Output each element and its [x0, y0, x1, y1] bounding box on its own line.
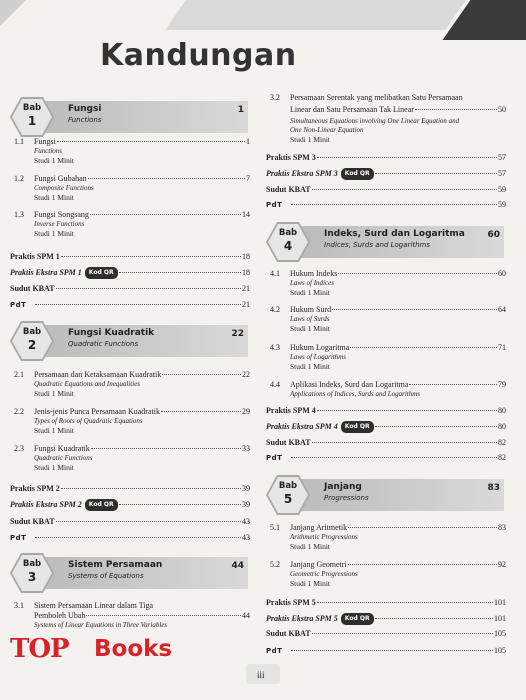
chapter-subtitle: Progressions	[324, 494, 369, 502]
entry-english: Systems of Linear Equations in Three Variables	[34, 621, 168, 629]
entry-page: 71	[498, 343, 506, 352]
entry-english-line2: One Non-Linear Equation	[290, 126, 364, 134]
header-decoration	[0, 0, 526, 40]
entry-number: 1.3	[14, 210, 24, 219]
entry-page: 64	[498, 305, 506, 314]
qr-code-badge[interactable]: Kod QR	[341, 168, 374, 180]
entry-english: Geometric Progressions	[290, 570, 358, 578]
entry-english: Functions	[34, 147, 62, 155]
entry-title-line2: Pemboleh Ubah	[34, 611, 86, 620]
praktis-ekstra-spm-5[interactable]	[266, 614, 506, 626]
entry-number: 3.1	[14, 601, 24, 610]
qr-code-badge[interactable]: Kod QR	[85, 267, 118, 279]
praktis-label: Praktis SPM 2	[10, 484, 60, 493]
entry-studi: Studi 1 Minit	[34, 193, 75, 202]
pdt-page: 59	[498, 200, 506, 209]
praktis-ekstra-page: 101	[494, 614, 506, 623]
entry-number: 2.1	[14, 370, 24, 379]
entry-title: Aplikasi Indeks, Surd dan Logaritma	[290, 380, 409, 389]
chapter-2-header[interactable]	[10, 321, 250, 361]
entry-english: Laws of Surds	[290, 315, 330, 323]
entry-studi: Studi 1 Minit	[290, 288, 331, 297]
entry-english: Composite Functions	[34, 184, 94, 192]
praktis-ekstra-label: Praktis Ekstra SPM 2	[10, 500, 82, 509]
pdt-page: 105	[494, 646, 506, 655]
entry-title: Fungsi Kuadratik	[34, 444, 90, 453]
entry-number: 2.3	[14, 444, 24, 453]
praktis-page: 18	[242, 252, 250, 261]
entry-page: 29	[242, 407, 250, 416]
pdt-page: 43	[242, 533, 250, 542]
entry-english: Quadratic Equations and Inequalities	[34, 380, 140, 388]
entry-number: 1.2	[14, 174, 24, 183]
chapter-page: 1	[237, 105, 244, 115]
praktis-page: 80	[498, 406, 506, 415]
qr-code-badge[interactable]: Kod QR	[341, 613, 374, 625]
pdt-icon: PdT	[266, 647, 283, 655]
chapter-bab-label: Bab	[278, 228, 298, 238]
chapter-1-header[interactable]	[10, 97, 250, 137]
pdt-icon: PdT	[266, 454, 283, 462]
entry-page: 92	[498, 560, 506, 569]
sudut-kbat-4[interactable]	[266, 438, 506, 448]
entry-page: 7	[246, 174, 250, 183]
entry-number: 4.2	[270, 305, 280, 314]
chapter-number: 1	[27, 114, 37, 128]
chapter-bab-label: Bab	[22, 103, 42, 113]
page-number: iii	[257, 670, 265, 680]
praktis-ekstra-label: Praktis Ekstra SPM 1	[10, 268, 82, 277]
entry-title: Hukum Logaritma	[290, 343, 350, 352]
praktis-spm-3[interactable]	[266, 153, 506, 163]
chapter-title: Sistem Persamaan	[68, 560, 163, 570]
chapter-number: 2	[27, 338, 37, 352]
praktis-ekstra-label: Praktis Ekstra SPM 5	[266, 614, 338, 623]
chapter-title: Fungsi	[68, 104, 102, 114]
kbat-label: Sudut KBAT	[266, 629, 311, 638]
praktis-ekstra-label: Praktis Ekstra SPM 4	[266, 422, 338, 431]
entry-number: 4.4	[270, 380, 280, 389]
chapter-4-header[interactable]	[266, 222, 506, 262]
pdt-icon: PdT	[10, 301, 27, 309]
kbat-page: 43	[242, 517, 250, 526]
praktis-ekstra-spm-2[interactable]	[10, 500, 250, 512]
chapter-bab-label: Bab	[278, 481, 298, 491]
entry-studi: Studi 1 Minit	[290, 542, 331, 551]
praktis-spm-1[interactable]	[10, 252, 250, 262]
entry-page: 50	[498, 105, 506, 114]
chapter-page: 44	[231, 561, 244, 571]
praktis-ekstra-page: 39	[242, 500, 250, 509]
corner-triangle	[0, 0, 26, 26]
entry-studi: Studi 1 Minit	[34, 463, 75, 472]
entry-page: 79	[498, 380, 506, 389]
entry-page: 1	[246, 137, 250, 146]
entry-page: 22	[242, 370, 250, 379]
pdt-3[interactable]	[266, 200, 506, 210]
chapter-subtitle: Indices, Surds and Logarithms	[324, 241, 430, 249]
praktis-ekstra-spm-4[interactable]	[266, 422, 506, 434]
chapter-bab-label: Bab	[22, 327, 42, 337]
sudut-kbat-3[interactable]	[266, 185, 506, 195]
entry-title: Jenis-jenis Punca Persamaan Kuadratik	[34, 407, 160, 416]
entry-studi: Studi 1 Minit	[290, 135, 331, 144]
entry-page: 83	[498, 523, 506, 532]
chapter-title: Fungsi Kuadratik	[68, 328, 155, 338]
praktis-ekstra-page: 57	[498, 169, 506, 178]
praktis-spm-4[interactable]	[266, 406, 506, 416]
entry-number: 4.3	[270, 343, 280, 352]
entry-page: 60	[498, 269, 506, 278]
entry-number: 4.1	[270, 269, 280, 278]
pdt-icon: PdT	[266, 201, 283, 209]
qr-code-badge[interactable]: Kod QR	[341, 421, 374, 433]
kbat-label: Sudut KBAT	[266, 185, 311, 194]
praktis-label: Praktis SPM 5	[266, 598, 316, 607]
sudut-kbat-5[interactable]	[266, 629, 506, 639]
chapter-3-header[interactable]	[10, 553, 250, 593]
praktis-page: 39	[242, 484, 250, 493]
entry-english: Inverse Functions	[34, 220, 85, 228]
entry-studi: Studi 1 Minit	[290, 324, 331, 333]
entry-number: 1.1	[14, 137, 24, 146]
praktis-page: 101	[494, 598, 506, 607]
chapter-title: Indeks, Surd dan Logaritma	[324, 229, 465, 239]
entry-title: Janjang Geometri	[290, 560, 347, 569]
praktis-label: Praktis SPM 4	[266, 406, 316, 415]
pdt-5[interactable]	[266, 646, 506, 656]
praktis-ekstra-page: 18	[242, 268, 250, 277]
praktis-label: Praktis SPM 1	[10, 252, 60, 261]
pdt-page: 21	[242, 300, 250, 309]
entry-english: Laws of Indices	[290, 279, 334, 287]
chapter-5-header[interactable]	[266, 475, 506, 515]
entry-studi: Studi 1 Minit	[34, 389, 75, 398]
entry-page: 33	[242, 444, 250, 453]
entry-number: 3.2	[270, 93, 280, 102]
kbat-label: Sudut KBAT	[10, 284, 55, 293]
topbooks-watermark-logo	[10, 634, 190, 668]
entry-studi: Studi 1 Minit	[290, 579, 331, 588]
pdt-page: 82	[498, 453, 506, 462]
chapter-subtitle: Functions	[68, 116, 102, 124]
praktis-ekstra-spm-1[interactable]	[10, 268, 250, 280]
chapter-number: 4	[283, 239, 293, 253]
header-stripe-light	[165, 0, 487, 30]
sudut-kbat-1[interactable]	[10, 284, 250, 294]
chapter-page: 83	[487, 483, 500, 493]
praktis-spm-5[interactable]	[266, 598, 506, 608]
entry-studi: Studi 1 Minit	[34, 156, 75, 165]
praktis-label: Praktis SPM 3	[266, 153, 316, 162]
entry-title: Fungsi	[34, 137, 56, 146]
entry-title: Fungsi Gubahan	[34, 174, 87, 183]
sudut-kbat-2[interactable]	[10, 517, 250, 527]
entry-english: Types of Roots of Quadratic Equations	[34, 417, 143, 425]
qr-code-badge[interactable]: Kod QR	[85, 499, 118, 511]
entry-number: 5.1	[270, 523, 280, 532]
entry-title: Sistem Persamaan Linear dalam Tiga	[34, 601, 154, 610]
kbat-page: 105	[494, 629, 506, 638]
entry-page: 14	[242, 210, 250, 219]
kbat-page: 59	[498, 185, 506, 194]
entry-title: Janjang Aritmetik	[290, 523, 348, 532]
logo-books-text: Books	[94, 636, 173, 662]
entry-studi: Studi 1 Minit	[34, 229, 75, 238]
entry-english: Quadratic Functions	[34, 454, 93, 462]
entry-english: Applications of Indices, Surds and Logarithms	[290, 390, 421, 398]
chapter-bab-label: Bab	[22, 559, 42, 569]
entry-english: Laws of Logarithms	[290, 353, 347, 361]
pdt-icon: PdT	[10, 534, 27, 542]
entry-title-line2: Linear dan Satu Persamaan Tak Linear	[290, 105, 414, 114]
entry-english: Arithmetic Progressions	[290, 533, 358, 541]
chapter-subtitle: Quadratic Functions	[68, 340, 139, 348]
pdt-1[interactable]	[10, 300, 250, 310]
chapter-page: 22	[231, 329, 244, 339]
entry-studi: Studi 1 Minit	[34, 426, 75, 435]
entry-number: 2.2	[14, 407, 24, 416]
kbat-page: 82	[498, 438, 506, 447]
entry-title: Fungsi Songsang	[34, 210, 89, 219]
chapter-page: 60	[487, 230, 500, 240]
entry-studi: Studi 1 Minit	[290, 362, 331, 371]
entry-number: 5.2	[270, 560, 280, 569]
entry-title: Persamaan Serentak yang melibatkan Satu Persamaan	[290, 93, 463, 102]
entry-title: Persamaan dan Ketaksamaan Kuadratik	[34, 370, 162, 379]
logo-top-text: TOP	[10, 634, 69, 664]
praktis-spm-2[interactable]	[10, 484, 250, 494]
entry-english: Simultaneous Equations involving One Linear Equation and	[290, 117, 460, 125]
chapter-number: 5	[283, 492, 293, 506]
pdt-2[interactable]	[10, 533, 250, 543]
chapter-subtitle: Systems of Equations	[68, 572, 144, 580]
chapter-number: 3	[27, 570, 37, 584]
praktis-ekstra-spm-3[interactable]	[266, 169, 506, 181]
kbat-label: Sudut KBAT	[266, 438, 311, 447]
chapter-title: Janjang	[324, 482, 362, 492]
kbat-page: 21	[242, 284, 250, 293]
praktis-ekstra-label: Praktis Ekstra SPM 3	[266, 169, 338, 178]
praktis-ekstra-page: 80	[498, 422, 506, 431]
praktis-page: 57	[498, 153, 506, 162]
entry-title: Hukum Indeks	[290, 269, 338, 278]
entry-title: Hukum Surd	[290, 305, 332, 314]
entry-page: 44	[242, 611, 250, 620]
kbat-label: Sudut KBAT	[10, 517, 55, 526]
page-title: Kandungan	[100, 38, 297, 73]
pdt-4[interactable]	[266, 453, 506, 463]
